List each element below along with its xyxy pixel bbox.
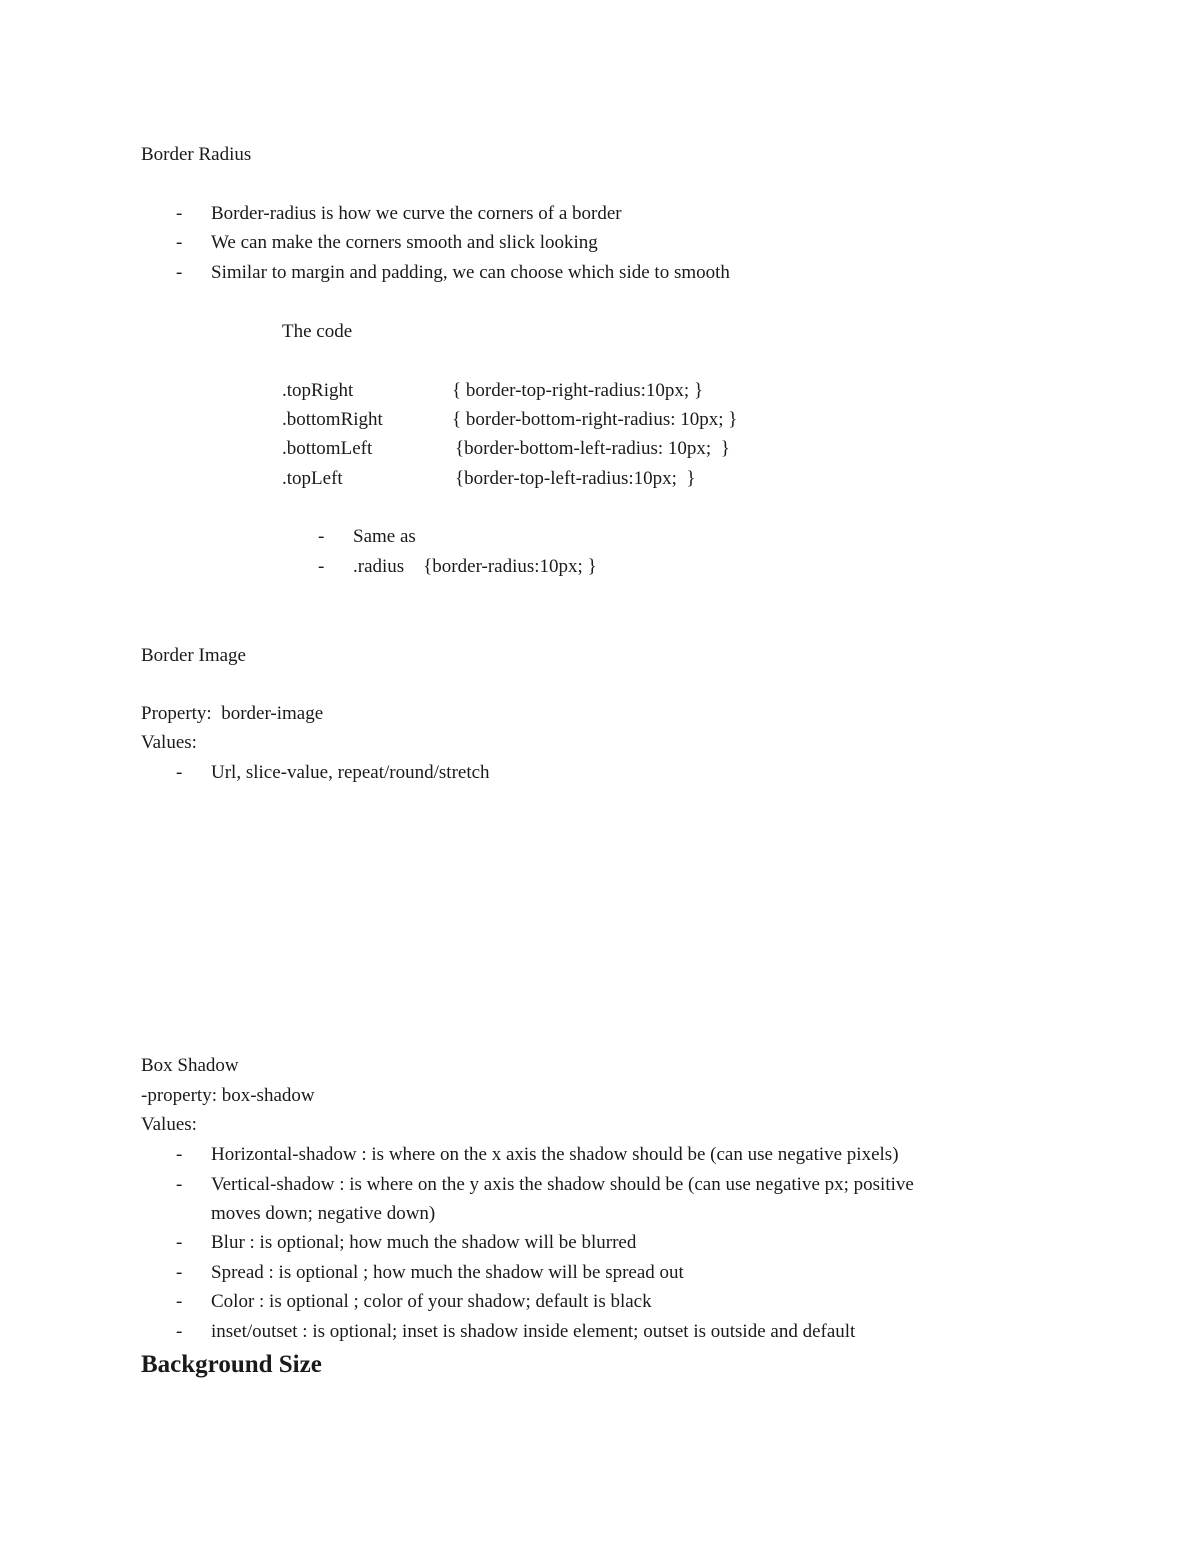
sub-bullet-text: .radius {border-radius:10px; }: [353, 556, 597, 577]
bullet-text: Border-radius is how we curve the corners of a border: [211, 203, 622, 224]
bullet-dash: -: [176, 203, 183, 224]
bullet-text: Vertical-shadow : is where on the y axis the shadow should be (can use negative px; positive: [211, 1174, 914, 1195]
code-rule: {border-top-left-radius:10px; }: [455, 468, 696, 489]
code-selector: .bottomRight: [282, 409, 383, 430]
bullet-text: Spread : is optional ; how much the shadow will be spread out: [211, 1262, 684, 1283]
bullet-text: Url, slice-value, repeat/round/stretch: [211, 762, 490, 783]
bullet-dash: -: [176, 1174, 183, 1195]
bullet-dash: -: [176, 1291, 183, 1312]
property-line: -property: box-shadow: [141, 1085, 315, 1106]
bullet-text: Similar to margin and padding, we can choose which side to smooth: [211, 262, 730, 283]
bullet-text: inset/outset : is optional; inset is shadow inside element; outset is outside and default: [211, 1321, 856, 1342]
bullet-text-continuation: moves down; negative down): [211, 1203, 436, 1224]
sub-bullet-dash: -: [318, 556, 325, 577]
property-line: Property: border-image: [141, 703, 324, 724]
code-rule: {border-bottom-left-radius: 10px; }: [455, 438, 730, 459]
bullet-dash: -: [176, 762, 183, 783]
section-title-background-size: Background Size: [141, 1351, 322, 1378]
bullet-text: Blur : is optional; how much the shadow will be blurred: [211, 1232, 637, 1253]
code-rule: { border-top-right-radius:10px; }: [452, 380, 704, 401]
bullet-dash: -: [176, 1321, 183, 1342]
bullet-dash: -: [176, 1144, 183, 1165]
bullet-text: We can make the corners smooth and slick looking: [211, 232, 598, 253]
bullet-text: Color : is optional ; color of your shadow; default is black: [211, 1291, 652, 1312]
sub-bullet-text: Same as: [353, 526, 416, 547]
bullet-dash: -: [176, 232, 183, 253]
bullet-dash: -: [176, 1262, 183, 1283]
code-selector: .bottomLeft: [282, 438, 373, 459]
values-label: Values:: [141, 1114, 197, 1135]
sub-bullet-dash: -: [318, 526, 325, 547]
section-title-border-image: Border Image: [141, 645, 246, 666]
bullet-dash: -: [176, 1232, 183, 1253]
code-rule: { border-bottom-right-radius: 10px; }: [452, 409, 738, 430]
section-title-border-radius: Border Radius: [141, 144, 252, 165]
code-selector: .topRight: [282, 380, 354, 401]
bullet-text: Horizontal-shadow : is where on the x axis the shadow should be (can use negative pixels): [211, 1144, 899, 1165]
code-selector: .topLeft: [282, 468, 343, 489]
bullet-dash: -: [176, 262, 183, 283]
values-label: Values:: [141, 732, 197, 753]
section-title-box-shadow: Box Shadow: [141, 1055, 239, 1076]
code-heading: The code: [282, 321, 353, 342]
